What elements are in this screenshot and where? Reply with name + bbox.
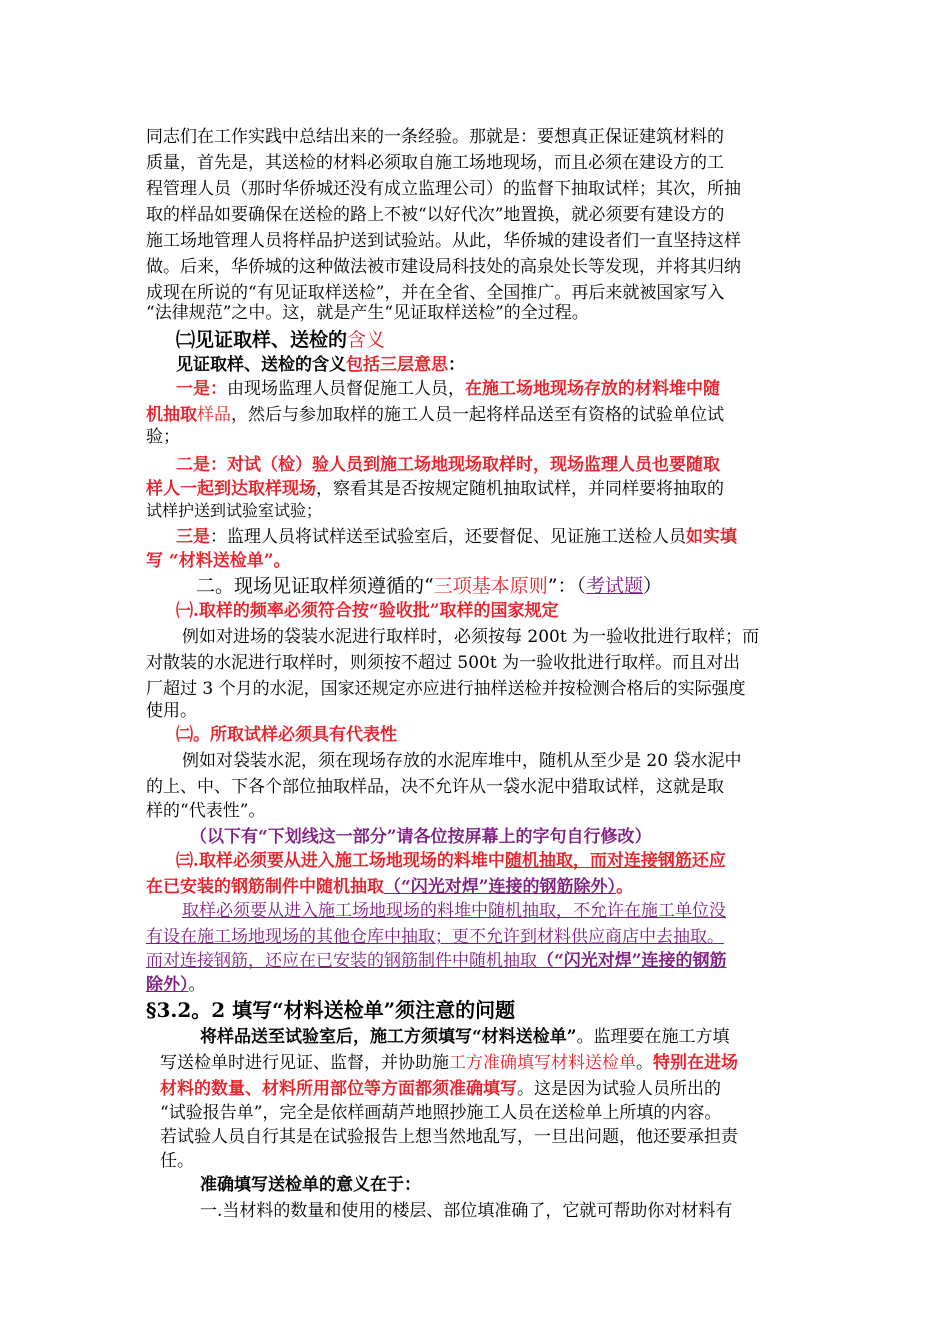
exam-link[interactable]: 考试题 (585, 575, 643, 597)
paragraph-line: 同志们在工作实践中总结出来的一条经验。那就是：要想真正保证建筑材料的 (146, 127, 724, 147)
rule-two-line: 的上、中、下各个部位抽取样品，决不允许从一袋水泥中猎取试样，这就是取 (146, 777, 724, 797)
point-one-line: 验； (146, 427, 180, 447)
paragraph-322-line: 任。 (160, 1151, 194, 1171)
paragraph-line: 成现在所说的“有见证取样送检”，并在全省、全国推广。再后来就被国家写入 (146, 283, 725, 303)
rule-one-title: ㈠.取样的频率必须符合按“验收批”取样的国家规定 (176, 601, 559, 621)
significance-heading: 准确填写送检单的意义在于： (200, 1175, 421, 1195)
paragraph-322-line: “试验报告单”，完全是依样画葫芦地照抄施工人员在送检单上所填的内容。 (160, 1103, 722, 1123)
paragraph-line: 做。后来，华侨城的这种做法被市建设局科技处的高泉处长等发现，并将其归纳 (146, 257, 741, 277)
paragraph-line: 取的样品如要确保在送检的路上不被“以好代次”地置换，就必须要有建设方的 (146, 205, 725, 225)
point-two-line: 试样护送到试验室试验； (146, 501, 323, 520)
significance-line: 一.当材料的数量和使用的楼层、部位填准确了，它就可帮助你对材料有 (200, 1201, 733, 1221)
paragraph-line: 施工场地管理人员将样品护送到试验站。从此，华侨城的建设者们一直坚持这样 (146, 231, 741, 251)
meaning-intro: 见证取样、送检的含义包括三层意思： (176, 355, 465, 375)
paragraph-322-line: 材料的数量、材料所用部位等方面都须准确填写。这是因为试验人员所出的 (160, 1079, 721, 1099)
point-three-line: 三是：监理人员将试样送至试验室后，还要督促、见证施工送检人员如实填 (176, 527, 737, 547)
underlined-revision-line: 除外）。 (146, 975, 206, 995)
rule-two-line: 样的“代表性”。 (146, 801, 266, 821)
rule-two-title: ㈡。所取试样必须具有代表性 (176, 725, 397, 745)
section-heading-3-2-2: §3.2。2 填写“材料送检单”须注意的问题 (146, 998, 516, 1022)
rule-one-line: 厂超过 3 个月的水泥，国家还规定亦应进行抽样送检并按检测合格后的实际强度 (146, 679, 746, 699)
paragraph-322-line: 若试验人员自行其是在试验报告上想当然地乱写，一旦出问题，他还要承担责 (160, 1127, 738, 1147)
rule-one-line: 使用。 (146, 701, 197, 721)
paragraph-line: 质量，首先是，其送检的材料必须取自施工场地现场，而且必须在建设方的工 (146, 153, 724, 173)
rule-three-line: 在已安装的钢筋制件中随机抽取（“闪光对焊”连接的钢筋除外）。 (146, 877, 634, 897)
underlined-revision-line: 而对连接钢筋，还应在已安装的钢筋制件中随机抽取（“闪光对焊”连接的钢筋 (146, 951, 727, 971)
point-two-line: 二是：对试（检）验人员到施工场地现场取样时，现场监理人员也要随取 (176, 455, 720, 475)
underlined-revision-line: 有设在施工场地现场的其他仓库中抽取；更不允许到材料供应商店中去抽取。 (146, 927, 724, 947)
paragraph-322-line: 写送检单时进行见证、监督，并协助施工方准确填写材料送检单。特别在进场 (160, 1053, 738, 1073)
point-one-line: 机抽取样品，然后与参加取样的施工人员一起将样品送至有资格的试验单位试 (146, 405, 724, 425)
rule-two-line: 例如对袋装水泥，须在现场存放的水泥库堆中，随机从至少是 20 袋水泥中 (182, 751, 742, 771)
paragraph-322-line: 将样品送至试验室后，施工方须填写“材料送检单”。监理要在施工方填 (200, 1027, 730, 1047)
paragraph-line: 程管理人员（那时华侨城还没有成立监理公司）的监督下抽取试样；其次，所抽 (146, 179, 741, 199)
rule-one-line: 对散装的水泥进行取样时，则须按不超过 500t 为一验收批进行取样。而且对出 (146, 653, 741, 673)
section-heading-principles: 二。现场见证取样须遵循的“三项基本原则”：（考试题） (196, 575, 662, 597)
point-two-line: 样人一起到达取样现场，察看其是否按规定随机抽取试样，并同样要将抽取的 (146, 479, 724, 499)
paragraph-line: “法律规范”之中。这，就是产生“见证取样送检”的全过程。 (146, 303, 589, 323)
rule-three-line: ㈢.取样必须要从进入施工场地现场的料堆中随机抽取，而对连接钢筋还应 (176, 851, 726, 871)
underlined-revision-line: 取样必须要从进入施工场地现场的料堆中随机抽取，不允许在施工单位没 (182, 901, 726, 921)
section-heading-meaning: ㈡见证取样、送检的含义 (176, 329, 386, 351)
edit-note: （以下有“下划线这一部分”请各位按屏幕上的字句自行修改） (190, 827, 652, 847)
rule-one-line: 例如对进场的袋装水泥进行取样时，必须按每 200t 为一验收批进行取样；而 (182, 627, 760, 647)
point-one-line: 一是：由现场监理人员督促施工人员，在施工场地现场存放的材料堆中随 (176, 379, 720, 399)
point-three-line: 写 “材料送检单”。 (146, 551, 291, 571)
